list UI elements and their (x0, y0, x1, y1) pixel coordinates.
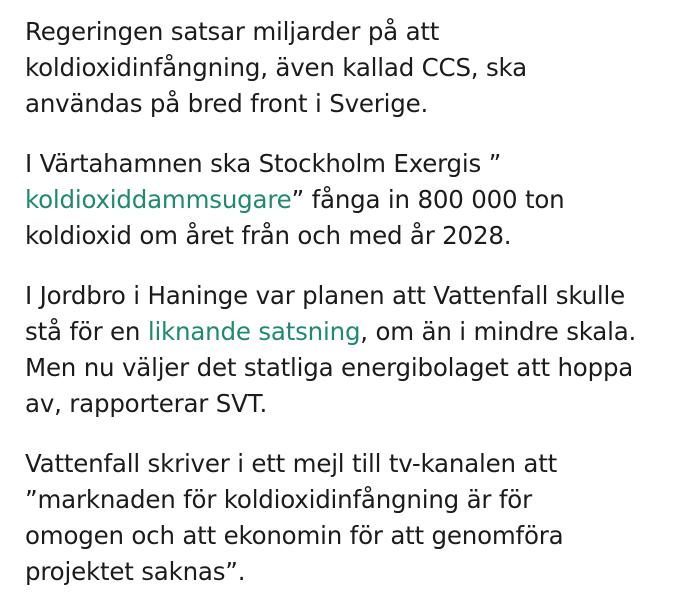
paragraph-4-line-2: ”marknaden för koldioxidinfångning är för (25, 485, 532, 514)
link-liknande-satsning[interactable]: liknande satsning (147, 317, 361, 346)
paragraph-2 (25, 146, 675, 254)
paragraph-4-line-1: Vattenfall skriver i ett mejl till tv-kanalen att (25, 449, 558, 478)
paragraph-3-line-1: I Jordbro i Haninge var planen att Vattenfall skulle (25, 281, 626, 310)
paragraph-1-line-3: användas på bred front i Sverige. (25, 89, 429, 118)
paragraph-4-line-3: omogen och att ekonomin för att genomföra (25, 521, 564, 550)
paragraph-3 (25, 278, 675, 422)
paragraph-1-line-1: Regeringen satsar miljarder på att (25, 17, 440, 46)
paragraph-1-line-2: koldioxidinfångning, även kallad CCS, ska (25, 53, 527, 82)
paragraph-2-line-1: I Värtahamnen ska Stockholm Exergis ” (25, 149, 502, 178)
paragraph-4 (25, 446, 675, 590)
paragraph-3-line-2 (25, 314, 675, 350)
paragraph-4-line-4: projektet saknas”. (25, 557, 246, 586)
paragraph-2-line-3: koldioxid om året från och med år 2028. (25, 221, 512, 250)
paragraph-3-line-4: av, rapporterar SVT. (25, 389, 268, 418)
paragraph-3-line-3: Men nu väljer det statliga energibolaget att hoppa (25, 353, 634, 382)
paragraph-2-line-2-text: ” fånga in 800 000 ton (291, 185, 565, 214)
paragraph-3-line-2-pre: stå för en (25, 317, 148, 346)
paragraph-1 (25, 14, 675, 122)
link-koldioxiddammsugare[interactable]: koldioxiddammsugare (25, 185, 292, 214)
paragraph-3-line-2-post: , om än i mindre skala. (360, 317, 637, 346)
paragraph-2-line-2 (25, 182, 675, 218)
